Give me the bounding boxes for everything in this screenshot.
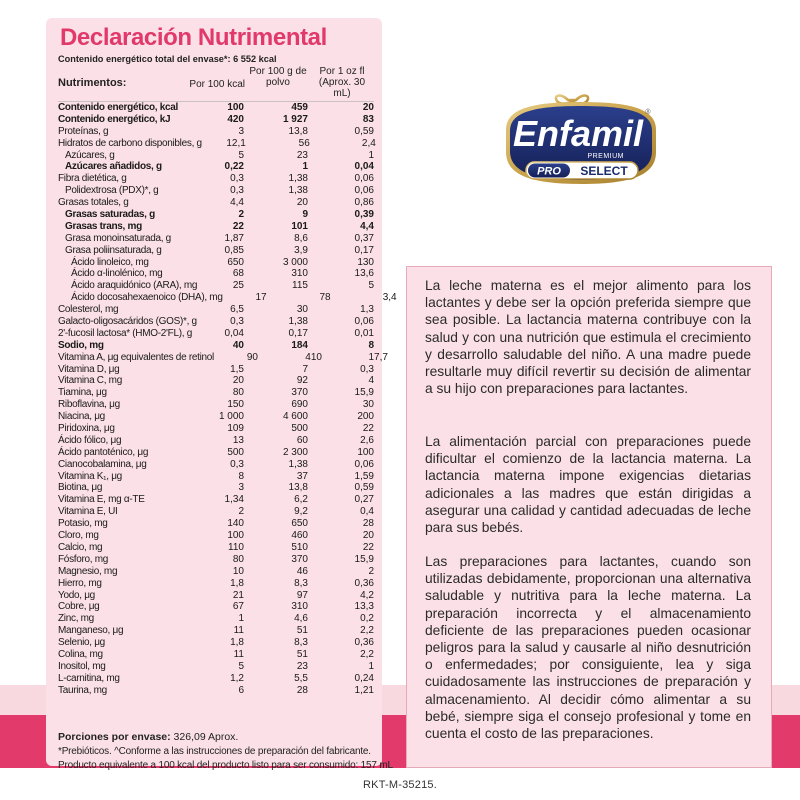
table-row [58,233,374,245]
table-row [58,542,374,554]
nutrient-label: Ácido linoleico, mg [71,256,149,268]
table-row [58,316,374,328]
value-per-1oz: 0,3 [360,363,374,375]
value-per-1oz: 13,3 [354,601,374,613]
nutrient-label: Proteínas, g [58,125,109,137]
nutrient-label: Vitamina K₁, μg [58,470,122,482]
value-per-100g: 650 [291,518,308,530]
table-row [58,590,374,602]
value-per-100g: 8,3 [294,637,308,649]
value-per-100g: 46 [296,565,308,577]
table-row [58,649,374,661]
value-per-1oz: 4 [368,375,374,387]
value-per-100kcal: 1,87 [224,232,244,244]
table-row [58,435,374,447]
value-per-100kcal: 1,8 [230,637,244,649]
value-per-100kcal: 0,85 [224,244,244,256]
value-per-1oz: 1,21 [354,684,374,696]
table-row [58,173,374,185]
value-per-100g: 60 [296,434,308,446]
value-per-1oz: 0,01 [354,327,374,339]
nutrient-label: Selenio, μg [58,637,105,649]
value-per-100kcal: 2 [238,209,244,220]
value-per-1oz: 0,2 [360,613,374,625]
nutrient-label: Galacto-oligosacáridos (GOS)*, g [58,316,197,328]
value-per-100kcal: 12,1 [226,137,246,149]
value-per-100g: 459 [291,101,308,113]
value-per-100g: 9,2 [294,506,308,518]
value-per-100g: 460 [291,530,308,542]
nutrient-label: Magnesio, mg [58,565,118,577]
value-per-100kcal: 1,5 [230,363,244,375]
value-per-1oz: 0,36 [354,637,374,649]
nutrient-label: 2'-fucosil lactosa* (HMO-2'FL), g [58,327,192,339]
table-row [58,399,374,411]
value-per-100g: 92 [296,375,308,387]
value-per-100kcal: 3 [238,125,244,137]
value-per-1oz: 4,2 [360,589,374,601]
table-row [58,447,374,459]
value-per-1oz: 0,36 [354,577,374,589]
breastfeeding-info-box [406,266,772,768]
value-per-100g: 1,38 [288,173,308,185]
prebiotics-note: *Prebióticos. ^Conforme a las instrucciones de preparación del fabricante. [58,746,371,757]
value-per-1oz: 30 [362,399,374,411]
value-per-1oz: 2 [368,565,374,577]
value-per-1oz: 5 [368,280,374,292]
table-row [58,423,374,435]
value-per-1oz: 83 [362,113,374,125]
nutrient-label: Fósforo, mg [58,553,109,565]
nutrient-label: Taurina, mg [58,684,107,696]
table-row [58,613,374,625]
nutrient-label: Piridoxina, μg [58,423,115,435]
nutrient-label: Potasio, mg [58,518,108,530]
value-per-1oz: 1 [368,149,374,161]
value-per-100g: 3 000 [282,256,308,268]
value-per-100g: 690 [291,399,308,411]
value-per-100g: 23 [296,149,308,161]
value-per-100g: 28 [296,684,308,696]
value-per-100kcal: 20 [232,375,244,387]
nutrient-label: Cianocobalamina, μg [58,458,147,470]
value-per-100kcal: 150 [227,399,244,411]
value-per-100kcal: 6,5 [230,304,244,316]
table-row [58,280,374,292]
value-per-100kcal: 8 [238,470,244,482]
table-row [58,292,397,304]
value-per-1oz: 1,59 [354,470,374,482]
table-row [58,185,374,197]
nutrition-card [46,18,397,771]
table-row [58,506,374,518]
value-per-100kcal: 100 [227,101,244,113]
value-per-1oz: 17,7 [368,351,388,363]
value-per-1oz: 2,2 [360,625,374,637]
info-paragraph-1: La leche materna es el mejor alimento para los lactantes y debe ser la opción preferida siempre que sea posible. La lactancia materna contribuye con la salud y con una nutrición que estimula el crecimiento y desarrollo saludable del niño. A una madre puede resultarle muy difícil revertir su decisión de alimentar a su hijo con preparaciones para lactantes. [425,278,751,397]
value-per-100g: 1,38 [288,185,308,197]
value-per-100kcal: 3 [238,482,244,494]
nutrient-label: Ácido pantoténico, μg [58,446,149,458]
enfamil-logo [498,90,664,190]
value-per-1oz: 3,4 [382,292,397,304]
nutrient-label: Vitamina D, μg [58,363,120,375]
value-per-100kcal: 11 [233,648,244,660]
value-per-100kcal: 140 [227,518,244,530]
table-row [58,126,374,138]
value-per-100g: 1 927 [282,113,308,125]
value-per-1oz: 1,3 [360,304,374,316]
value-per-100kcal: 68 [232,268,244,280]
value-per-100g: 5,5 [294,672,308,684]
table-row [58,221,374,233]
nutrient-label: Sodio, mg [58,339,104,351]
value-per-100g: 1,38 [288,458,308,470]
value-per-100g: 4 600 [282,411,308,423]
nutrient-label: Azúcares, g [65,149,115,161]
value-per-100g: 2 300 [282,446,308,458]
value-per-100kcal: 25 [232,280,244,292]
value-per-100kcal: 5 [238,149,244,161]
nutrient-label: Vitamina E, UI [58,506,118,518]
table-row [58,411,374,423]
value-per-100kcal: 420 [227,113,244,125]
value-per-1oz: 0,06 [354,173,374,185]
value-per-1oz: 0,04 [354,161,374,173]
value-per-100g: 0,17 [288,327,308,339]
value-per-100g: 310 [291,601,308,613]
value-per-1oz: 0,06 [354,316,374,328]
value-per-100kcal: 17 [255,292,267,304]
value-per-100g: 20 [296,197,308,209]
value-per-1oz: 22 [362,541,374,553]
value-per-1oz: 4,4 [360,220,374,232]
value-per-100kcal: 109 [227,423,244,435]
value-per-100kcal: 80 [232,553,244,565]
table-row [58,387,374,399]
brand-select: SELECT [580,164,628,178]
nutrient-label: Vitamina A, μg equivalentes de retinol [58,351,214,363]
table-row [58,364,374,376]
value-per-1oz: 0,59 [354,125,374,137]
value-per-1oz: 100 [357,446,374,458]
header-per-1oz: Por 1 oz fl (Aprox. 30 mL) [318,66,366,99]
value-per-100kcal: 90 [246,351,258,363]
value-per-100g: 30 [296,304,308,316]
value-per-100kcal: 1 [238,613,244,625]
value-per-1oz: 20 [362,530,374,542]
energy-total-line: Contenido energético total del envase*: 6 552 kcal [58,54,277,64]
value-per-1oz: 200 [357,411,374,423]
table-row [58,340,374,352]
value-per-100kcal: 1 000 [218,411,244,423]
value-per-100kcal: 40 [232,339,244,351]
header-nutrients: Nutrimentos: [58,77,127,89]
value-per-100g: 56 [298,137,310,149]
table-row [58,375,374,387]
table-row [58,685,374,697]
equivalent-note: Producto equivalente a 100 kcal del producto listo para ser consumido: 157 mL [58,760,393,771]
value-per-100kcal: 0,3 [230,316,244,328]
value-per-100g: 4,6 [294,613,308,625]
value-per-1oz: 22 [362,423,374,435]
table-row [58,661,374,673]
servings-label: Porciones por envase: [58,731,171,743]
value-per-1oz: 20 [362,101,374,113]
value-per-1oz: 0,06 [354,185,374,197]
servings-value: 326,09 Aprox. [173,731,239,743]
value-per-100g: 500 [291,423,308,435]
nutrient-label: Manganeso, μg [58,625,124,637]
table-row [58,483,374,495]
nutrient-label: Yodo, μg [58,589,95,601]
nutrient-label: Inositol, mg [58,660,106,672]
brand-name: Enfamil [512,113,644,154]
nutrient-label: Ácido fólico, μg [58,434,122,446]
servings-line [58,731,238,743]
nutrient-label: Ácido docosahexaenoico (DHA), mg [71,292,223,304]
nutrient-label: Grasa monoinsaturada, g [65,232,171,244]
brand-pro: PRO [537,165,561,178]
value-per-1oz: 1 [368,660,374,672]
table-row [58,471,374,483]
nutrient-label: Zinc, mg [58,613,94,625]
info-paragraph-2: La alimentación parcial con preparaciones puede dificultar el comienzo de la lactancia materna. La lactancia materna impone exigencias dietarias adicionales a las madres que están dirigidas a asegurar una calidad y cantidad adecuadas de leche para sus bebés. [425,434,751,536]
value-per-100kcal: 0,04 [224,327,244,339]
table-row [58,268,374,280]
nutrient-label: Hidratos de carbono disponibles, g [58,137,202,149]
value-per-100kcal: 5 [238,660,244,672]
value-per-100kcal: 4,4 [230,197,244,209]
value-per-100g: 51 [296,625,308,637]
table-row [58,566,374,578]
value-per-100kcal: 10 [232,565,244,577]
value-per-100g: 510 [291,541,308,553]
value-per-100g: 115 [292,280,308,292]
value-per-100g: 6,2 [294,494,308,506]
table-row [58,304,374,316]
nutrient-label: Azúcares añadidos, g [65,161,162,173]
value-per-100kcal: 0,3 [230,185,244,197]
nutrient-label: Hierro, mg [58,577,102,589]
table-row [58,578,374,590]
value-per-1oz: 0,4 [360,506,374,518]
value-per-100g: 1,38 [288,316,308,328]
value-per-1oz: 28 [362,518,374,530]
value-per-100g: 8,3 [294,577,308,589]
nutrient-label: Fibra dietética, g [58,173,127,185]
value-per-100kcal: 0,3 [230,458,244,470]
value-per-100g: 184 [291,339,308,351]
nutrient-label: Grasas trans, mg [65,220,142,232]
table-row [58,351,388,364]
value-per-1oz: 2,4 [361,137,376,149]
nutrient-label: Colesterol, mg [58,304,119,316]
value-per-100kcal: 110 [228,541,244,553]
value-per-100kcal: 1,8 [230,577,244,589]
value-per-100g: 3,9 [294,244,308,256]
table-row [58,459,374,471]
nutrient-label: Contenido energético, kJ [58,113,171,125]
value-per-1oz: 0,86 [354,197,374,209]
table-row [58,245,374,257]
value-per-100kcal: 0,3 [230,173,244,185]
table-row [58,554,374,566]
footer-code: RKT-M-35215. [363,779,437,791]
value-per-1oz: 0,27 [354,494,374,506]
value-per-1oz: 2,2 [360,648,374,660]
table-row [58,530,374,542]
table-row [58,673,374,685]
nutrient-label: Niacina, μg [58,411,105,423]
table-row [58,328,374,340]
value-per-100g: 13,8 [288,482,308,494]
value-per-100g: 13,8 [288,125,308,137]
value-per-100g: 78 [319,292,331,304]
value-per-100kcal: 80 [232,387,244,399]
nutrition-table [58,101,397,697]
nutrient-label: L-carnitina, mg [58,672,120,684]
nutrient-label: Grasas saturadas, g [65,209,155,220]
value-per-100kcal: 1,2 [230,672,244,684]
value-per-100kcal: 6 [238,684,244,696]
value-per-1oz: 0,37 [354,232,374,244]
table-row [58,601,374,613]
nutrient-label: Contenido energético, kcal [58,101,179,113]
value-per-100kcal: 11 [233,625,244,637]
value-per-100kcal: 22 [232,220,244,232]
value-per-1oz: 130 [357,256,374,268]
nutrient-label: Cobre, μg [58,601,100,613]
value-per-1oz: 0,24 [354,672,374,684]
nutrient-label: Tiamina, μg [58,387,107,399]
value-per-100g: 370 [291,387,308,399]
value-per-1oz: 2,6 [360,434,374,446]
value-per-100kcal: 100 [227,530,244,542]
header-per-100kcal: Por 100 kcal [189,79,245,90]
value-per-100kcal: 650 [227,256,244,268]
value-per-100g: 8,6 [294,232,308,244]
value-per-100g: 97 [296,589,308,601]
value-per-1oz: 15,9 [354,387,374,399]
table-row [58,625,374,637]
value-per-1oz: 0,59 [354,482,374,494]
value-per-100g: 37 [296,470,308,482]
value-per-100kcal: 0,22 [224,161,244,173]
value-per-100g: 370 [291,553,308,565]
value-per-1oz: 13,6 [354,268,374,280]
value-per-100g: 310 [291,268,308,280]
nutrient-label: Grasa poliinsaturada, g [65,244,162,256]
value-per-100kcal: 1,34 [224,494,244,506]
nutrient-label: Vitamina C, mg [58,375,122,387]
nutrient-label: Grasas totales, g [58,197,129,209]
nutrient-label: Polidextrosa (PDX)*, g [65,185,159,197]
value-per-100g: 410 [305,351,322,363]
value-per-1oz: 0,06 [354,458,374,470]
table-row [58,102,374,114]
table-row [58,494,374,506]
info-paragraph-3: Las preparaciones para lactantes, cuando son utilizadas debidamente, proporcionan una alternativa saludable y nutritiva para la leche materna. La preparación incorrecta y el almacenamiento deficiente de las preparaciones pueden ocasionar peligros para la salud y causarle al niño desnutrición o enfermedades; por consiguiente, lea y siga cuidadosamente las instrucciones de preparación y almacenamiento. Al decidir cómo alimentar a su bebé, siempre siga el consejo profesional y tome en cuenta el costo de las preparaciones. [425,554,751,742]
nutrient-label: Ácido α-linolénico, mg [71,268,163,280]
value-per-100kcal: 13 [232,434,244,446]
value-per-100g: 9 [302,209,308,220]
nutrient-label: Cloro, mg [58,530,99,542]
value-per-1oz: 0,17 [354,244,374,256]
value-per-1oz: 8 [368,339,374,351]
table-row [58,637,374,649]
table-row [58,518,374,530]
nutrient-label: Vitamina E, mg α-TE [58,494,145,506]
value-per-100g: 51 [296,648,308,660]
header-per-100g: Por 100 g de polvo [249,66,307,88]
value-per-100g: 1 [302,161,308,173]
table-row [58,257,374,269]
nutrient-label: Calcio, mg [58,541,103,553]
value-per-1oz: 15,9 [354,553,374,565]
value-per-100g: 7 [302,363,308,375]
value-per-100g: 23 [296,660,308,672]
table-row [58,209,374,221]
value-per-100kcal: 500 [227,446,244,458]
value-per-100kcal: 67 [232,601,244,613]
table-row [58,161,374,173]
brand-premium: PREMIUM [587,153,624,160]
nutrition-title: Declaración Nutrimental [60,24,327,51]
table-row [58,138,374,150]
registered-mark: ® [645,109,651,116]
table-row [58,150,374,162]
nutrient-label: Riboflavina, μg [58,399,120,411]
nutrient-label: Biotina, μg [58,482,103,494]
value-per-1oz: 0,39 [354,209,374,220]
table-row [58,114,374,126]
value-per-100kcal: 2 [238,506,244,518]
nutrient-label: Ácido araquidónico (ARA), mg [71,280,198,292]
table-row [58,197,374,209]
nutrient-label: Colina, mg [58,648,103,660]
value-per-100kcal: 21 [232,589,244,601]
value-per-100g: 101 [291,220,308,232]
